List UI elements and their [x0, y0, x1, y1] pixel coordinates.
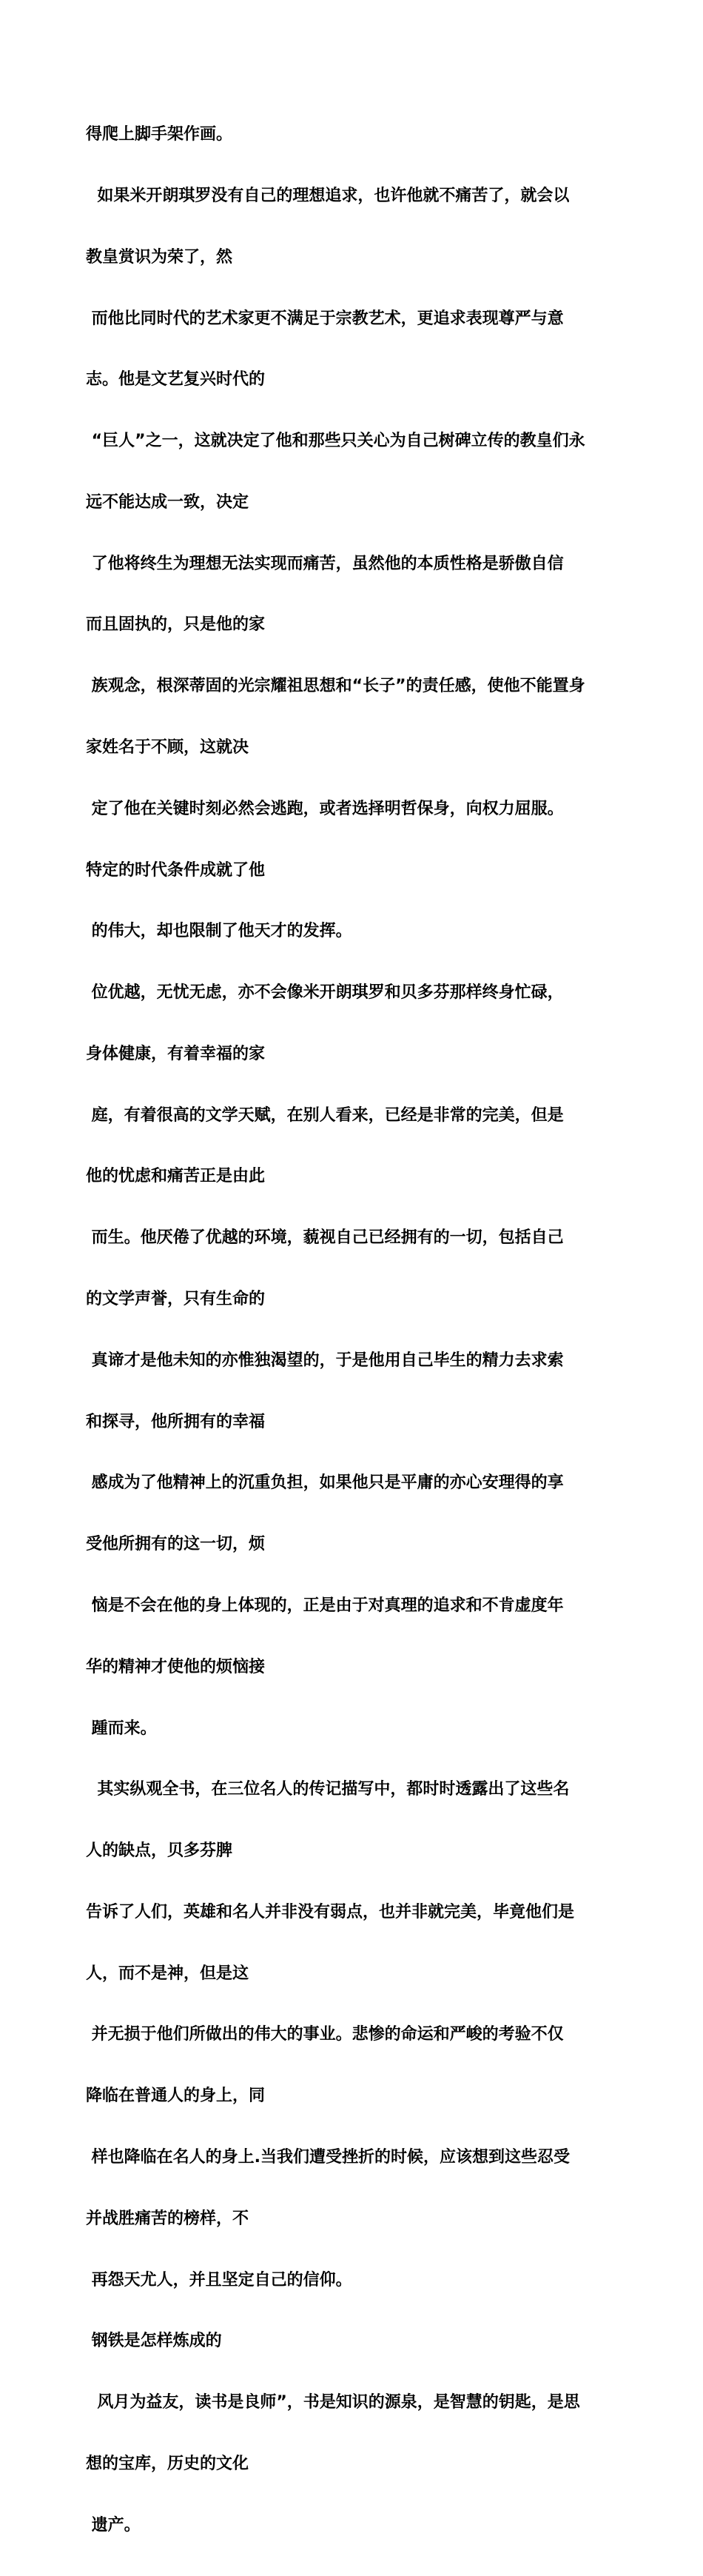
text-line: 和探寻，他所拥有的幸福 [86, 1412, 266, 1431]
text-line: 样也降临在名人的身上.当我们遭受挫折的时候，应该想到这些忍受 [86, 2147, 571, 2167]
text-line: 钢铁是怎样炼成的 [86, 2332, 222, 2351]
body-text [86, 84, 626, 2576]
text-line: 感成为了他精神上的沉重负担，如果他只是平庸的亦心安理得的享 [86, 1473, 564, 1493]
text-line: 教皇赏识为荣了，然 [86, 247, 233, 267]
text-line: 身体健康，有着幸福的家 [86, 1044, 266, 1063]
text-line: 家姓名于不顾，这就决 [86, 738, 249, 757]
text-line: 其实纵观全书，在三位名人的传记描写中，都时时透露出了这些名 [86, 1780, 570, 1799]
text-line: 远不能达成一致，决定 [86, 492, 249, 512]
text-line: 遗产。 [86, 2515, 141, 2535]
text-line: 位优越，无忧无虑，亦不会像米开朗琪罗和贝多芬那样终身忙碌， [86, 983, 564, 1003]
text-line: 的伟大，却也限制了他天才的发挥。 [86, 922, 352, 941]
text-line: 真谛才是他未知的亦惟独渴望的，于是他用自己毕生的精力去求索 [86, 1351, 564, 1370]
text-line: 族观念，根深蒂固的光宗耀祖思想和“长子”的责任感，使他不能置身 [86, 677, 585, 696]
text-line: 人，而不是神，但是这 [86, 1964, 249, 1983]
text-line: 的文学声誉，只有生命的 [86, 1290, 266, 1309]
text-line: 而且固执的，只是他的家 [86, 615, 266, 635]
text-line: 踵而来。 [86, 1719, 157, 1738]
text-line: 恼是不会在他的身上体现的，正是由于对真理的追求和不肯虚度年 [86, 1596, 564, 1615]
text-line: 人的缺点，贝多芬脾 [86, 1841, 233, 1861]
text-line: 受他所拥有的这一切，烦 [86, 1535, 266, 1554]
text-line: 告诉了人们，英雄和名人并非没有弱点，也并非就完美，毕竟他们是 [86, 1902, 575, 1921]
text-line: 而他比同时代的艺术家更不满足于宗教艺术，更追求表现尊严与意 [86, 309, 564, 328]
text-line: 降临在普通人的身上，同 [86, 2087, 266, 2106]
text-line: 如果米开朗琪罗没有自己的理想追求，也许他就不痛苦了，就会以 [86, 186, 570, 205]
text-line: 定了他在关键时刻必然会逃跑，或者选择明哲保身，向权力屈服。 [86, 799, 564, 818]
text-line: 再怨天尤人，并且坚定自己的信仰。 [86, 2270, 352, 2289]
text-line: 华的精神才使他的烦恼接 [86, 1657, 266, 1676]
text-line: 想的宝库，历史的文化 [86, 2454, 249, 2473]
text-line: 志。他是文艺复兴时代的 [86, 370, 266, 389]
text-line: 并无损于他们所做出的伟大的事业。悲惨的命运和严峻的考验不仅 [86, 2025, 564, 2044]
text-line: 他的忧虑和痛苦正是由此 [86, 1167, 266, 1186]
text-line: 得爬上脚手架作画。 [86, 125, 233, 144]
text-line: 风月为益友，读书是良师”，书是知识的源泉，是智慧的钥匙，是思 [86, 2393, 580, 2412]
text-line: “巨人”之一，这就决定了他和那些只关心为自己树碑立传的教皇们永 [86, 432, 585, 451]
text-line: 庭，有着很高的文学天赋，在别人看来，已经是非常的完美，但是 [86, 1105, 564, 1125]
text-line: 特定的时代条件成就了他 [86, 860, 266, 880]
text-line: 了他将终生为理想无法实现而痛苦，虽然他的本质性格是骄傲自信 [86, 554, 564, 573]
text-line: 并战胜痛苦的榜样，不 [86, 2209, 249, 2228]
text-line: 而生。他厌倦了优越的环境，藐视自己已经拥有的一切，包括自己 [86, 1228, 564, 1248]
